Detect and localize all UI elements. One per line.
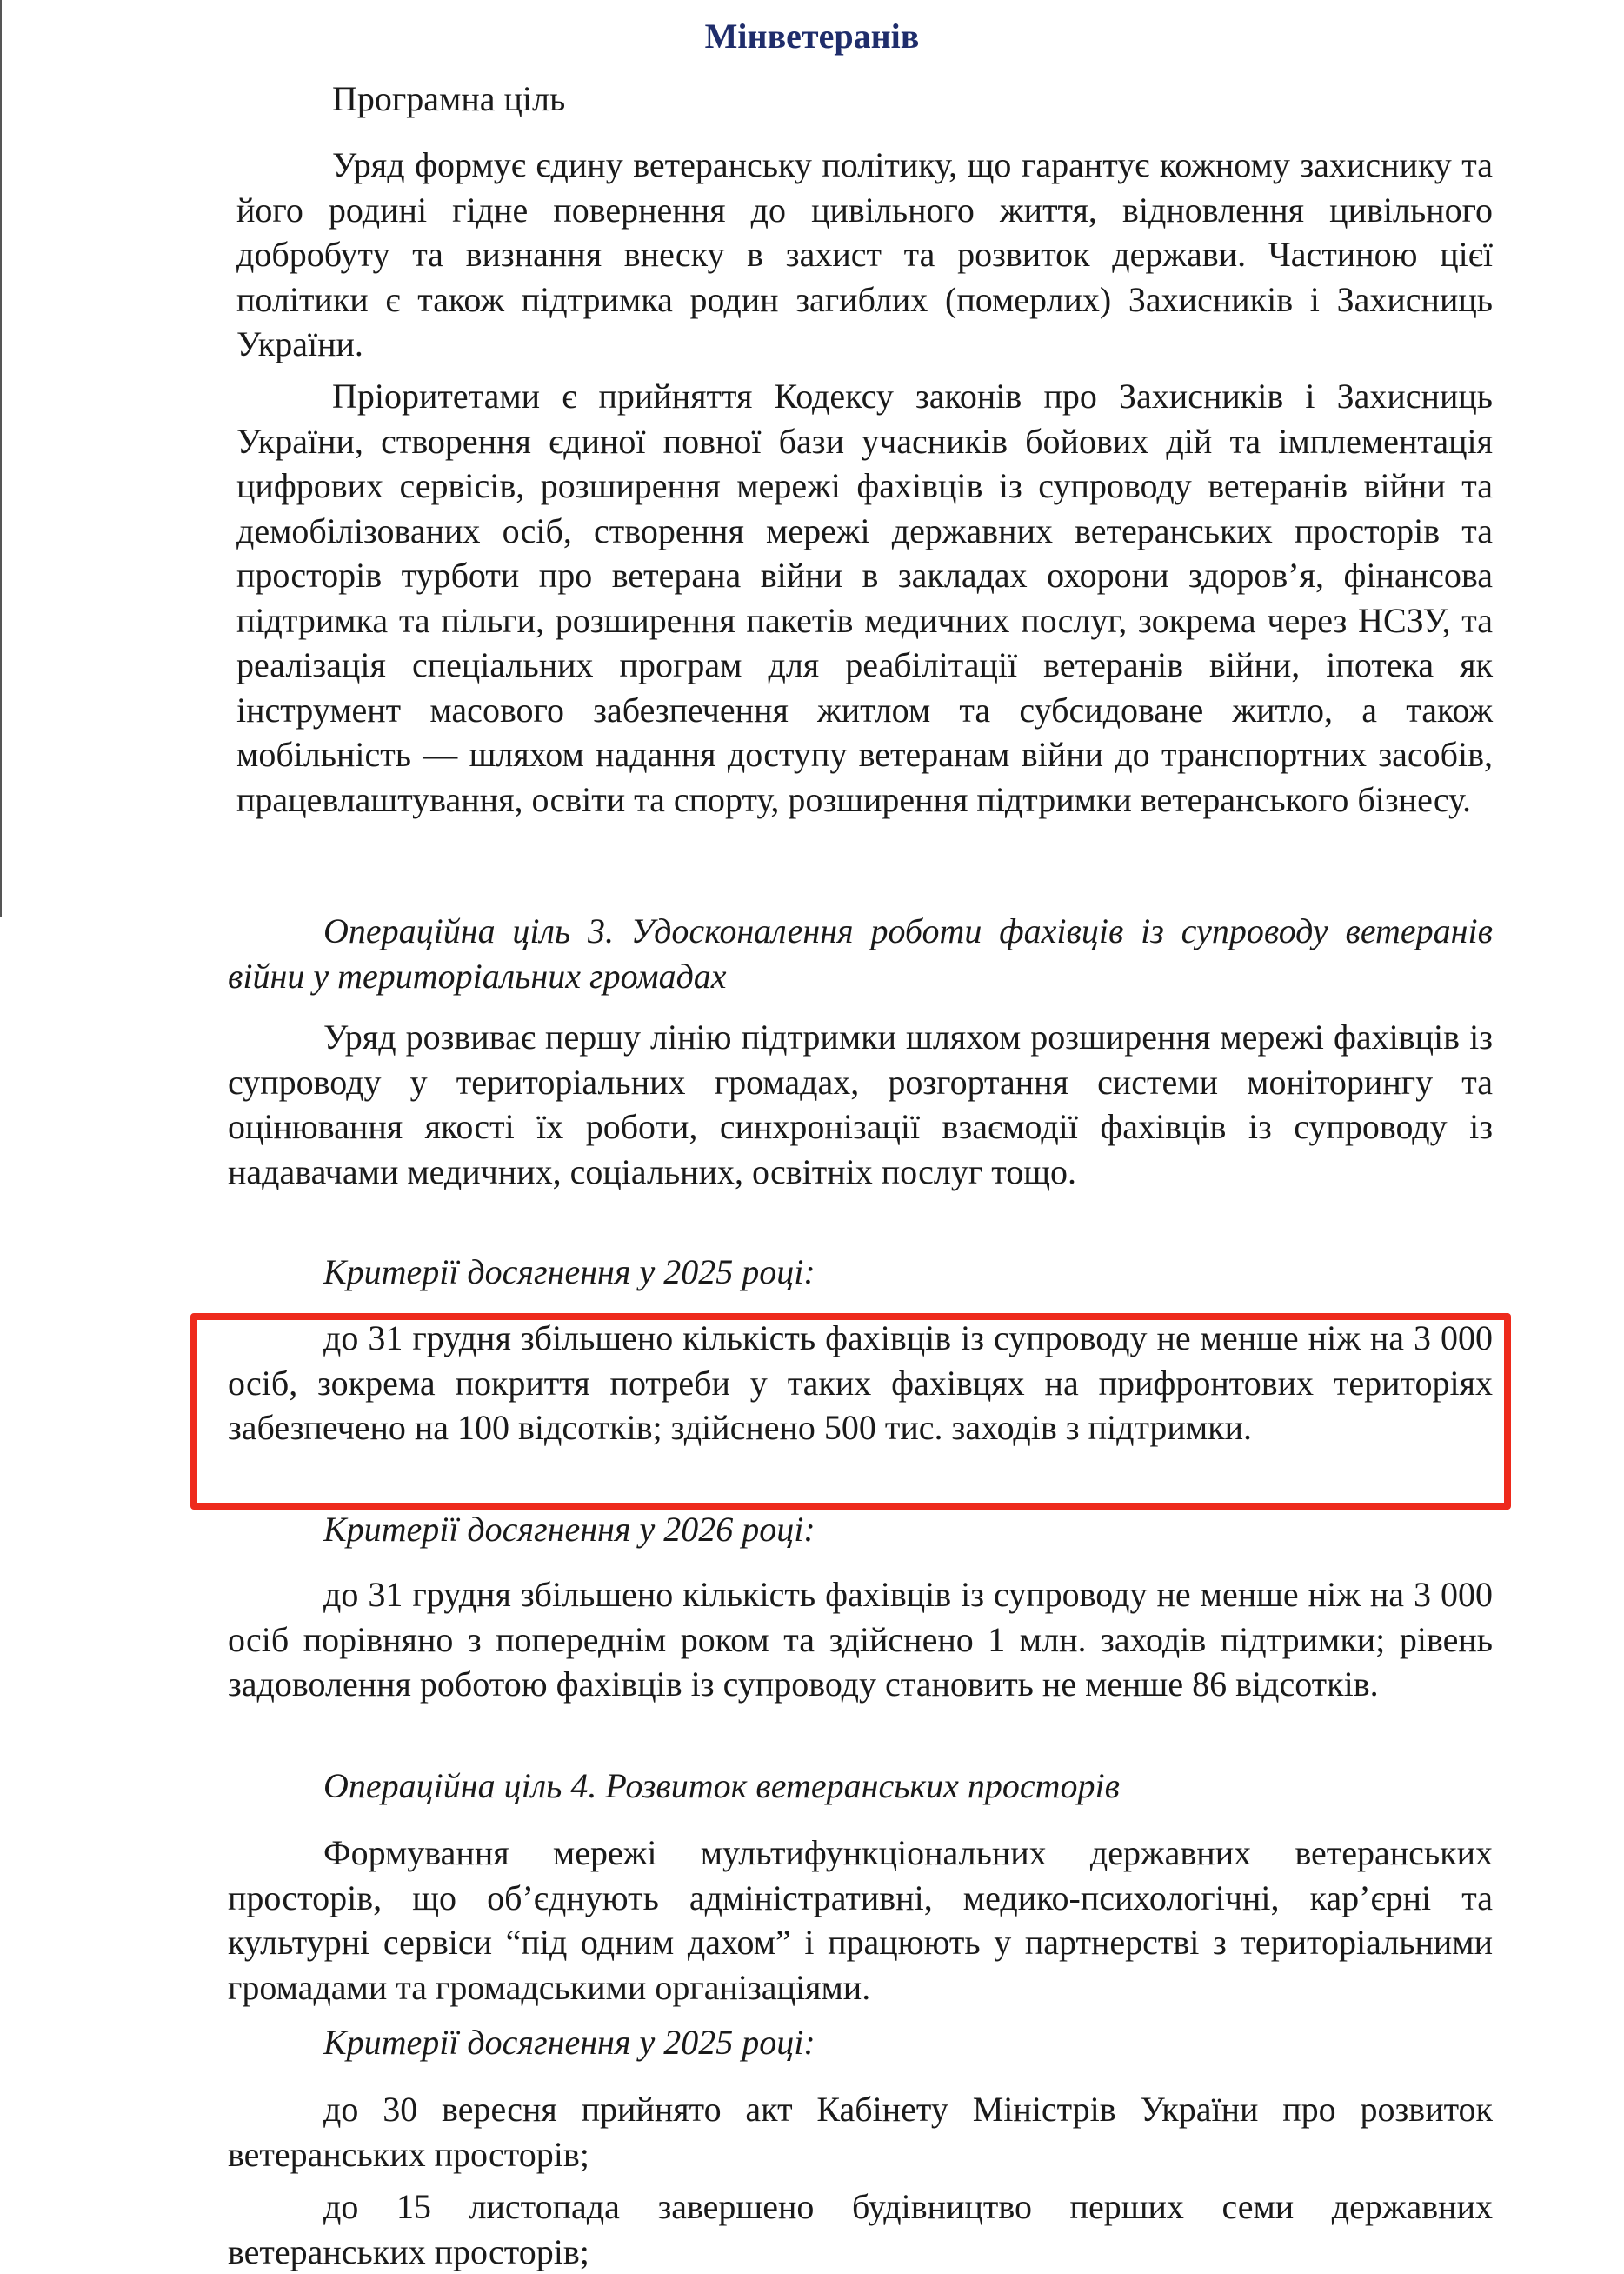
operational-goal-3-description: Уряд розвиває першу лінію підтримки шляхом розширення мережі фахівців із супроводу у територіальних громадах, розгортання системи моніторингу та оцінювання якості їх роботи, синхронізації взаємодії фахівців із супроводу із надавачами медичних, соціальних, освітніх послуг тощо.: [228, 1017, 1493, 1191]
program-goal-paragraph-2: Пріоритетами є прийняття Кодексу законів про Захисників і Захисниць України, створення єдиної повної бази учасників бойових дій та імплементація цифрових сервісів, розширення мережі фахівців із супроводу ветеранів війни та демобілізованих осіб, створення мережі державних ветеранських просторів та просторів турботи про ветерана війни в закладах охорони здоров’я, фінансова підтримка та пільги, розширення пакетів медичних послуг, зокрема через НСЗУ, та реалізація спеціальних програм для реабілітації ветеранів війни, іпотека як інструмент масового забезпечення житлом та субсидоване житло, а також мобільність — шляхом надання доступу ветеранам війни до транспортних засобів, працевлаштування, освіти та спорту, розширення підтримки ветеранського бізнесу.: [236, 377, 1493, 819]
criteria-4-2025-item-1-block: [228, 2087, 1493, 2177]
criteria-4-2025-item: до 15 листопада завершено будівництво перших семи державних ветеранських просторів;: [228, 2187, 1493, 2271]
program-goal-label: Програмна ціль: [332, 79, 566, 118]
operational-goal-3-title: Операційна ціль 3. Удосконалення роботи фахівців із супроводу ветеранів війни у територіальних громадах: [228, 911, 1493, 996]
highlight-box: [190, 1313, 1511, 1510]
program-goal-paragraph-1: Уряд формує єдину ветеранську політику, що гарантує кожному захиснику та його родині гідне повернення до цивільного життя, відновлення цивільного добробуту та визнання внеску в захист та розвиток держави. Частиною цієї політики є також підтримка родин загиблих (померлих) Захисників і Захисниць України.: [236, 145, 1493, 363]
criteria-2026-block: [228, 1572, 1493, 1707]
program-goal-section: [236, 77, 1493, 122]
program-goal-text: [236, 143, 1493, 367]
criteria-4-2025-label-block: [228, 2020, 1493, 2065]
operational-goal-3-description-block: [228, 1015, 1493, 1194]
criteria-2025-label-block: [228, 1250, 1493, 1295]
criteria-2025-text: до 31 грудня збільшено кількість фахівців із супроводу не менше ніж на 3 000 осіб, зокрема покриття потреби у таких фахівцях на прифронтових територіях забезпечено на 100 відсотків; здійснено 500 тис. заходів з підтримки.: [228, 1318, 1493, 1447]
operational-goal-4-title: Операційна ціль 4. Розвиток ветеранських просторів: [323, 1766, 1120, 1805]
ministry-heading: Мінветеранів: [704, 17, 920, 56]
criteria-4-2025-item: до 30 вересня прийнято акт Кабінету Міністрів України про розвиток ветеранських просторів;: [228, 2090, 1493, 2174]
program-goal-text-2: [236, 374, 1493, 822]
left-margin-rule: [0, 0, 2, 917]
operational-goal-4-section: [228, 1764, 1493, 1809]
criteria-2026-text: до 31 грудня збільшено кількість фахівців із супроводу не менше ніж на 3 000 осіб порівняно з попереднім роком та здійснено 1 млн. заходів підтримки; рівень задоволення роботою фахівців із супроводу становить не менше 86 відсотків.: [228, 1575, 1493, 1704]
operational-goal-3-section: [228, 909, 1493, 998]
operational-goal-4-description: Формування мережі мультифункціональних державних ветеранських просторів, що об’єднують адміністративні, медико-психологічні, кар’єрні та культурні сервіси “під одним дахом” і працюють у партнерстві з територіальними громадами та громадськими організаціями.: [228, 1833, 1493, 2007]
criteria-2025-label: Критерії досягнення у 2025 році:: [323, 1252, 815, 1291]
operational-goal-4-description-block: [228, 1831, 1493, 2010]
criteria-2026-label: Критерії досягнення у 2026 році:: [323, 1510, 815, 1549]
criteria-2026-label-block: [228, 1507, 1493, 1552]
criteria-4-2025-item-2-block: [228, 2184, 1493, 2274]
criteria-4-2025-label: Критерії досягнення у 2025 році:: [323, 2023, 815, 2062]
